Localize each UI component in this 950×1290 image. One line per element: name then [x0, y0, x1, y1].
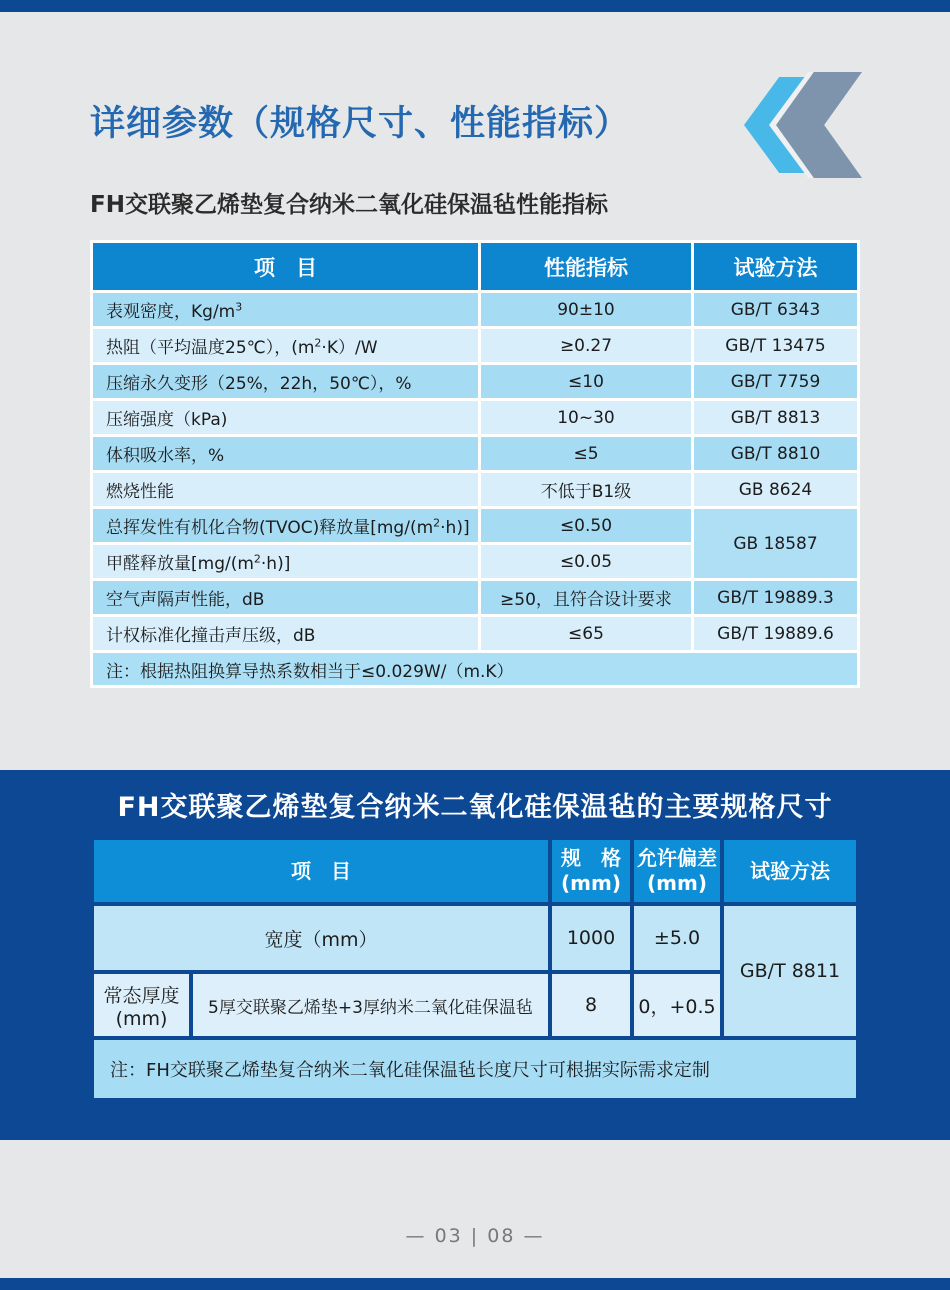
method-cell: GB/T 6343: [694, 293, 857, 326]
item-label: 甲醛释放量$[mg/(m^2\cdot h)]$: [93, 545, 478, 578]
item-label: 表观密度，$Kg/m^3$: [93, 293, 478, 326]
column-header-item: 项 目: [93, 243, 478, 290]
width-row: [94, 906, 856, 970]
table-row: [93, 473, 857, 506]
item-label: 压缩强度（kPa): [93, 401, 478, 434]
page-indicator: — 03 | 08 —: [405, 1225, 545, 1247]
table-row: [93, 581, 857, 614]
table-row: [93, 437, 857, 470]
column-header-spec: 规 格 (mm): [552, 840, 630, 902]
thickness-label: 常态厚度 (mm): [94, 974, 189, 1036]
column-header-method: 试验方法: [724, 840, 856, 902]
method-cell: GB/T 7759: [694, 365, 857, 398]
method-cell-merged: GB/T 8811: [724, 906, 856, 1036]
value-cell: ≥0.27: [481, 329, 691, 362]
top-accent-bar: [0, 0, 950, 12]
double-chevron-left-icon: [744, 72, 862, 178]
column-header-tolerance: 允许偏差 (mm): [634, 840, 720, 902]
spec-cell: 8: [552, 974, 630, 1036]
item-label: 总挥发性有机化合物(TVOC)释放量$[mg/(m^2\cdot h)]$: [93, 509, 478, 542]
dimensions-table-caption: FH交联聚乙烯垫复合纳米二氧化硅保温毡的主要规格尺寸: [117, 792, 833, 823]
value-cell: ≤10: [481, 365, 691, 398]
item-label: 宽度（mm）: [94, 906, 548, 970]
table-row: [93, 617, 857, 650]
column-header-value: 性能指标: [481, 243, 691, 290]
table-row: [93, 365, 857, 398]
page-title: 详细参数（规格尺寸、性能指标）: [90, 104, 631, 144]
value-cell: 90±10: [481, 293, 691, 326]
table-header-row: [94, 840, 856, 902]
value-cell: ≤0.05: [481, 545, 691, 578]
table-row: [93, 509, 857, 542]
spec-cell: 1000: [552, 906, 630, 970]
method-cell: GB/T 19889.3: [694, 581, 857, 614]
value-cell: ≥50，且符合设计要求: [481, 581, 691, 614]
value-cell: ≤5: [481, 437, 691, 470]
method-cell: GB/T 19889.6: [694, 617, 857, 650]
table-row: [93, 401, 857, 434]
method-cell: GB/T 13475: [694, 329, 857, 362]
table-row: [93, 293, 857, 326]
table-note: 注：根据热阻换算导热系数相当于≤0.029W/（m.K）: [93, 653, 857, 685]
table-note-row: [93, 653, 857, 685]
item-label: 体积吸水率，%: [93, 437, 478, 470]
table-row: [93, 329, 857, 362]
item-label: 热阻（平均温度25℃），$(m^2\cdot K)/W$: [93, 329, 478, 362]
method-cell-merged: GB 18587: [694, 509, 857, 578]
dimensions-section: [0, 770, 950, 1140]
value-cell: ≤65: [481, 617, 691, 650]
method-cell: GB/T 8813: [694, 401, 857, 434]
method-cell: GB/T 8810: [694, 437, 857, 470]
performance-table-caption: FH交联聚乙烯垫复合纳米二氧化硅保温毡性能指标: [90, 192, 608, 218]
dimensions-table: [90, 836, 860, 1102]
thickness-description: 5厚交联聚乙烯垫+3厚纳米二氧化硅保温毡: [193, 974, 548, 1036]
item-label: 空气声隔声性能，dB: [93, 581, 478, 614]
tolerance-cell: 0，+0.5: [634, 974, 720, 1036]
value-cell: ≤0.50: [481, 509, 691, 542]
table-header-row: [93, 243, 857, 290]
column-header-method: 试验方法: [694, 243, 857, 290]
table-note: 注：FH交联聚乙烯垫复合纳米二氧化硅保温毡长度尺寸可根据实际需求定制: [94, 1040, 856, 1098]
table-note-row: [94, 1040, 856, 1098]
item-label: 压缩永久变形（25%，22h，50℃），%: [93, 365, 478, 398]
item-label: 燃烧性能: [93, 473, 478, 506]
column-header-item: 项 目: [94, 840, 548, 902]
bottom-accent-bar: [0, 1278, 950, 1290]
value-cell: 10~30: [481, 401, 691, 434]
item-label: 计权标准化撞击声压级，dB: [93, 617, 478, 650]
performance-table: [90, 240, 860, 688]
tolerance-cell: ±5.0: [634, 906, 720, 970]
method-cell: GB 8624: [694, 473, 857, 506]
value-cell: 不低于B1级: [481, 473, 691, 506]
